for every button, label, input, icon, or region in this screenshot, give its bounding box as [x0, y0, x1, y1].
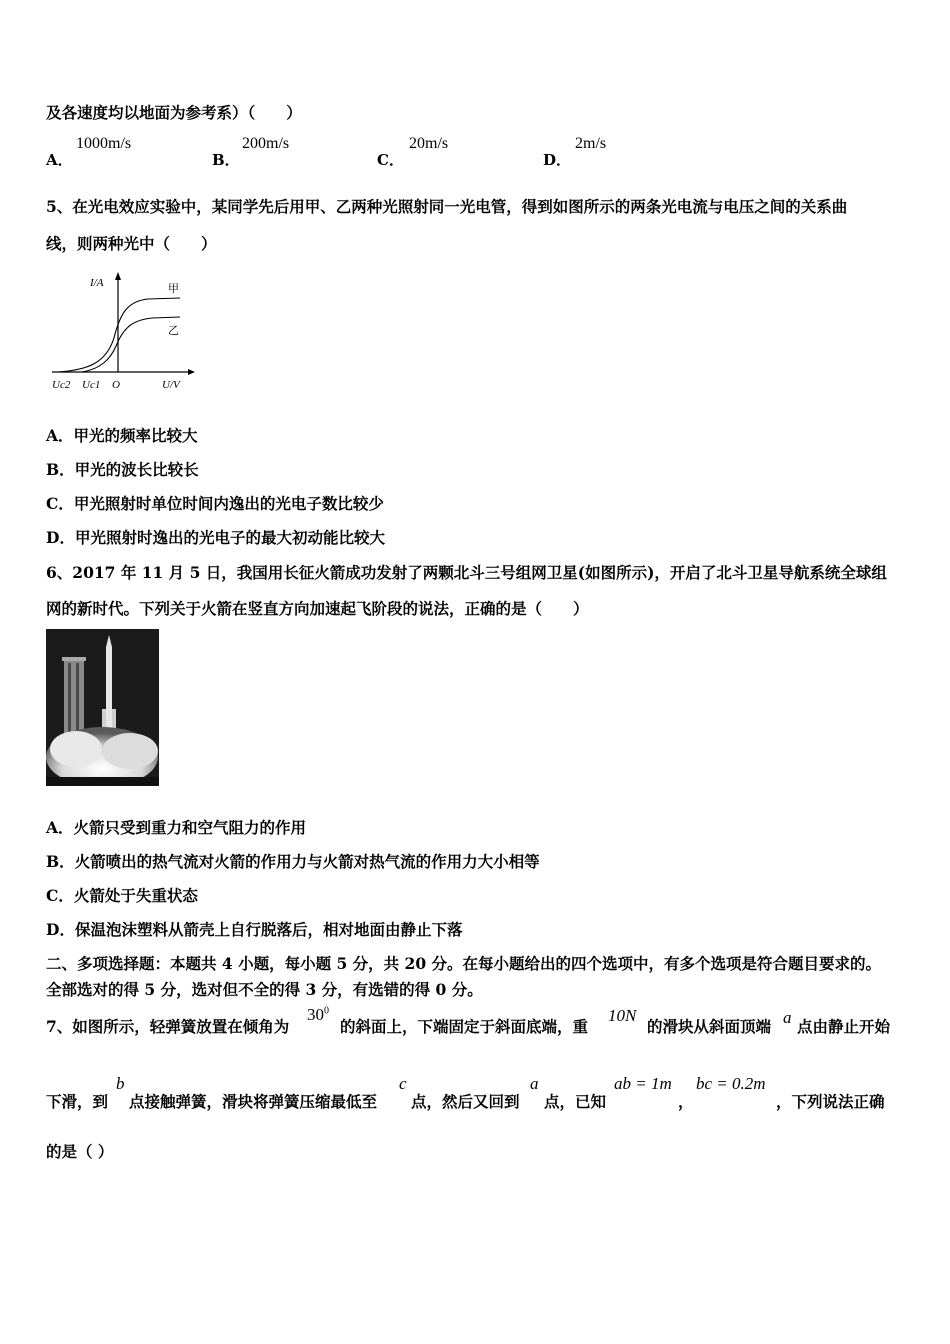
q7-angle — [307, 1005, 329, 1025]
q7-text-9: ，下列说法正确 — [776, 1092, 885, 1111]
q7-text-3: 的滑块从斜面顶端 — [647, 1017, 772, 1036]
q4-stem-tail: 及各速度均以地面为参考系）（ ） — [46, 103, 302, 122]
photocurrent-voltage-graph — [48, 268, 198, 396]
q7-text-8: 点，已知 — [544, 1092, 607, 1111]
q5-option-b: B．甲光的波长比较长 — [46, 460, 199, 479]
q7-text-5: 下滑，到 — [46, 1092, 109, 1111]
q4-option-d-value: 2m/s — [575, 135, 607, 152]
q7-text-6: 点接触弹簧，滑块将弹簧压缩最低至 — [129, 1092, 378, 1111]
curve-jia-label: 甲 — [168, 282, 179, 295]
curve-yi — [82, 317, 180, 372]
q4-option-a-value: 1000m/s — [76, 135, 132, 152]
q4-option-c-value: 20m/s — [409, 135, 449, 152]
q5-stem-line2: 线，则两种光中（ ） — [46, 234, 217, 253]
q7-text-4: 点由静止开始 — [797, 1017, 891, 1036]
q7-text-10: 的是（ ） — [46, 1142, 114, 1161]
y-axis-label: I/A — [90, 277, 104, 289]
q6-option-b: B．火箭喷出的热气流对火箭的作用力与火箭对热气流的作用力大小相等 — [46, 852, 540, 871]
section2-heading-line1: 二、多项选择题：本题共 4 小题，每小题 5 分，共 20 分。在每小题给出的四个选项中，有多个选项是符合题目要求的。 — [46, 954, 882, 973]
rocket-launch-photo — [46, 629, 159, 786]
q6-option-c: C．火箭处于失重状态 — [46, 886, 198, 905]
q4-option-d-letter: D． — [543, 151, 572, 169]
q6-option-a: A．火箭只受到重力和空气阻力的作用 — [46, 818, 307, 837]
q7-angle-value: 30 — [307, 1005, 324, 1024]
q5-option-c: C．甲光照射时单位时间内逸出的光电子数比较少 — [46, 494, 384, 513]
q5-option-a: A．甲光的频率比较大 — [46, 426, 198, 445]
q4-option-b-value: 200m/s — [242, 135, 290, 152]
q7-angle-sup: 0 — [324, 1005, 329, 1017]
q7-bc-length: bc = 0.2m — [696, 1074, 766, 1093]
origin-label: O — [112, 379, 120, 391]
q4-option-a-letter: A． — [46, 151, 73, 169]
q6-option-d: D．保温泡沫塑料从箭壳上自行脱落后，相对地面由静止下落 — [46, 920, 463, 939]
q7-point-a2: a — [530, 1074, 539, 1093]
q7-ab-length: ab = 1m — [614, 1074, 672, 1093]
q6-stem-line1: 6、2017 年 11 月 5 日，我国用长征火箭成功发射了两颗北斗三号组网卫星(如图所示)，开启了北斗卫星导航系统全球组 — [46, 563, 887, 582]
q6-stem-line2: 网的新时代。下列关于火箭在竖直方向加速起飞阶段的说法，正确的是（ ） — [46, 599, 589, 618]
q7-text-7: 点，然后又回到 — [411, 1092, 520, 1111]
q7-comma: ， — [678, 1092, 694, 1111]
q7-point-c: c — [399, 1074, 407, 1093]
y-axis-arrow — [115, 272, 121, 280]
q7-point-b: b — [116, 1074, 125, 1093]
q7-point-a: a — [783, 1008, 792, 1027]
q7-weight: 10N — [608, 1006, 637, 1025]
q5-option-d: D．甲光照射时逸出的光电子的最大初动能比较大 — [46, 528, 385, 547]
uc1-label: Uc1 — [82, 379, 101, 391]
q5-stem-line1: 5、在光电效应实验中，某同学先后用甲、乙两种光照射同一光电管，得到如图所示的两条光电流与电压之间的关系曲 — [46, 197, 848, 216]
x-axis-label: U/V — [162, 379, 180, 391]
curve-yi-label: 乙 — [168, 324, 179, 337]
section2-heading-line2: 全部选对的得 5 分，选对但不全的得 3 分，有选错的得 0 分。 — [46, 980, 483, 999]
q7-text-2: 的斜面上，下端固定于斜面底端，重 — [340, 1017, 589, 1036]
q7-text-1: 7、如图所示，轻弹簧放置在倾角为 — [46, 1017, 290, 1036]
uc2-label: Uc2 — [52, 379, 71, 391]
x-axis-arrow — [188, 369, 195, 375]
q4-option-c-letter: C． — [377, 151, 404, 169]
q4-option-b-letter: B． — [212, 151, 240, 169]
curve-jia — [58, 298, 180, 372]
